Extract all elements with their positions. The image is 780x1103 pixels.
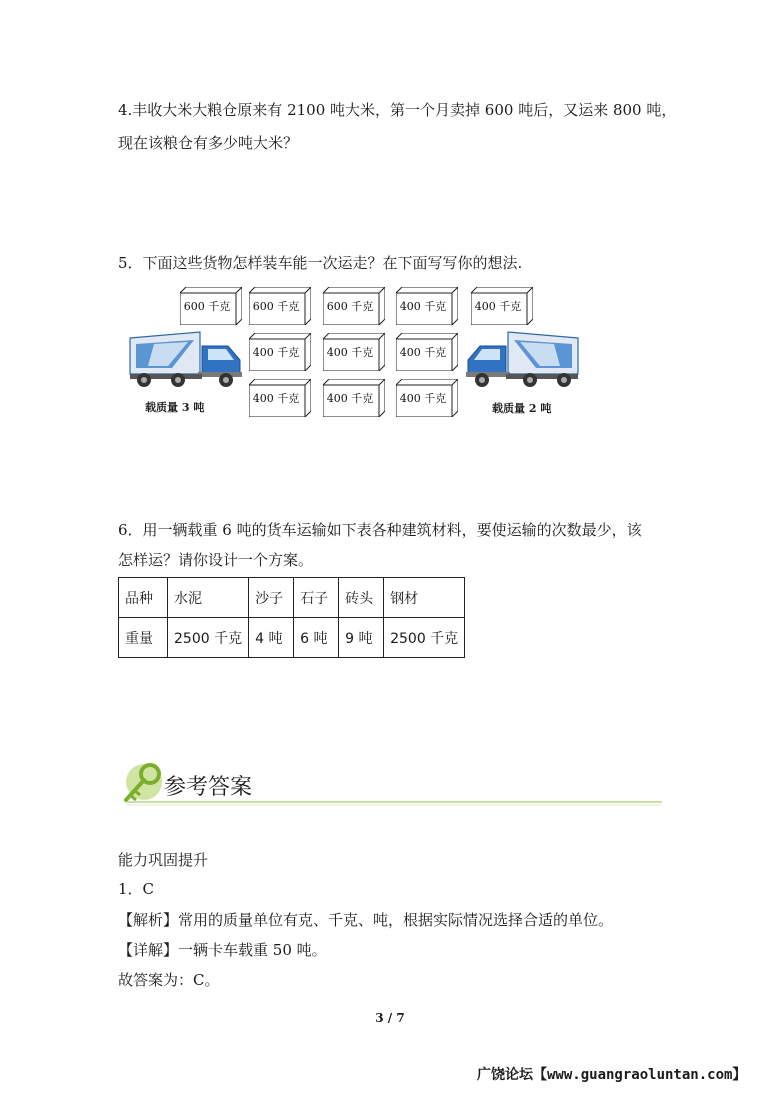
table-cell: 4 吨 xyxy=(249,618,294,658)
materials-table xyxy=(118,577,465,658)
table-cell: 钢材 xyxy=(384,578,465,618)
table-cell: 品种 xyxy=(119,578,168,618)
cargo-box: 400 千克 xyxy=(396,333,458,371)
cargo-box: 600 千克 xyxy=(180,287,242,325)
q5-text: 5．下面这些货物怎样装车能一次运走？在下面写写你的想法. xyxy=(118,254,523,272)
q4-line2: 现在该粮仓有多少吨大米？ xyxy=(118,134,299,152)
table-cell: 9 吨 xyxy=(339,618,384,658)
table-header-row xyxy=(119,578,465,618)
section-heading: 能力巩固提升 xyxy=(118,851,209,869)
answer-banner xyxy=(116,760,662,808)
q6-line1: 6．用一辆载重 6 吨的货车运输如下表各种建筑材料，要使运输的次数最少，该 xyxy=(118,521,642,539)
table-row xyxy=(119,618,465,658)
answer-conclusion: 故答案为：C。 xyxy=(118,971,220,989)
table-cell: 石子 xyxy=(294,578,339,618)
q6-line2: 怎样运？请你设计一个方案。 xyxy=(118,551,314,569)
q4-line1: 4.丰收大米大粮仓原来有 2100 吨大米，第一个月卖掉 600 吨后，又运来 800 吨， xyxy=(118,101,677,119)
answer-detail: 【详解】一辆卡车载重 50 吨。 xyxy=(118,941,327,959)
table-cell: 水泥 xyxy=(168,578,249,618)
site-footer: 广饶论坛【www.guangraoluntan.com】 xyxy=(477,1067,747,1083)
answer-banner-title: 参考答案 xyxy=(164,775,253,800)
table-cell: 2500 千克 xyxy=(168,618,249,658)
cargo-box: 600 千克 xyxy=(323,287,385,325)
table-cell: 重量 xyxy=(119,618,168,658)
cargo-box: 400 千克 xyxy=(323,379,385,417)
truck-right-label: 载质量 2 吨 xyxy=(492,402,552,415)
answer-1: 1．C xyxy=(118,880,155,898)
table-cell: 6 吨 xyxy=(294,618,339,658)
answer-analysis: 【解析】常用的质量单位有克、千克、吨，根据实际情况选择合适的单位。 xyxy=(118,911,614,929)
cargo-box: 400 千克 xyxy=(471,287,533,325)
table-cell: 2500 千克 xyxy=(384,618,465,658)
table-cell: 砖头 xyxy=(339,578,384,618)
cargo-box: 400 千克 xyxy=(249,379,311,417)
truck-left-illustration xyxy=(128,330,246,390)
cargo-box: 400 千克 xyxy=(249,333,311,371)
cargo-box: 400 千克 xyxy=(323,333,385,371)
cargo-box: 400 千克 xyxy=(396,379,458,417)
cargo-box: 400 千克 xyxy=(396,287,458,325)
table-cell: 沙子 xyxy=(249,578,294,618)
cargo-box: 600 千克 xyxy=(249,287,311,325)
truck-left-label: 载质量 3 吨 xyxy=(145,401,205,414)
page-number: 3 / 7 xyxy=(375,1011,405,1025)
truck-right-illustration xyxy=(462,330,580,390)
